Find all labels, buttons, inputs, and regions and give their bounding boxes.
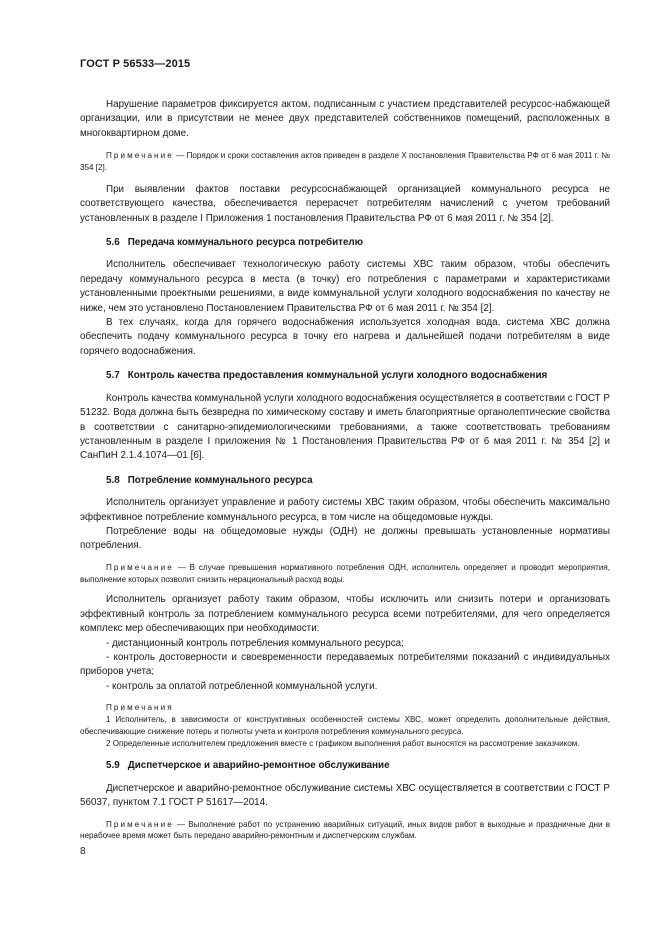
list-item: - контроль достоверности и своевременности передаваемых потребителями показаний с индивидуальных приборов учета;	[80, 651, 610, 678]
section-number: 5.6	[106, 237, 120, 249]
paragraph: Исполнитель организует управление и работу системы ХВС таким образом, чтобы обеспечить максимально эффективное потребление коммунального ресурса, в том числе на общедомовые нужды.	[80, 497, 610, 523]
section-number: 5.8	[106, 474, 120, 486]
section-title: Потребление коммунального ресурса	[127, 474, 313, 486]
notes-heading	[80, 702, 610, 714]
paragraph: Диспетчерское и аварийно-ремонтное обслуживание системы ХВС осуществляется в соответствии с ГОСТ Р 56037, пунктом 7.1 ГОСТ Р 51617—2014.	[80, 782, 610, 809]
document-body	[80, 98, 610, 842]
paragraph: При выявлении фактов поставки ресурсоснабжающей организацией коммунального ресурса не соответствующего качества, обеспечивается перерасчет потребителям начислений с учетом требований установленных в разделе I Приложения 1 постановления Правительства РФ от 6 мая 2011 г. № 354 [2].	[80, 183, 610, 224]
note-label: Примечание	[106, 151, 174, 161]
section-title: Диспетчерское и аварийно-ремонтное обслуживание	[127, 760, 390, 772]
note-label: Примечания	[106, 703, 174, 713]
note-label: Примечание	[106, 819, 174, 829]
note-text: — Выполнение работ по устранению аварийных ситуаций, иных видов работ в выходные и праздничные дни в нерабочее время может быть передано аварийно-ремонтным и диспетчерским службам.	[80, 819, 610, 841]
paragraph: Потребление воды на общедомовые нужды (ОДН) не должны превышать установленные нормативы потребления.	[80, 525, 610, 552]
note	[80, 150, 610, 174]
section-heading	[80, 369, 610, 383]
list-item: - контроль за оплатой потребленной коммунальной услуги.	[106, 680, 378, 692]
paragraph: Контроль качества коммунальной услуги холодного водоснабжения осуществляется в соответствии с ГОСТ Р 51232. Вода должна быть безвредна по химическому составу и иметь благоприятные органолептические свойства в соответствии с санитарно-эпидемиологическими требованиями, а также соответствовать требованиям установленным в разделе I приложения № 1 Постановления Правительства РФ от 6 мая 2011 г. № 354 [2] и СанПиН 2.1.4.1074—01 [6].	[80, 392, 610, 462]
document-header: ГОСТ Р 56533—2015	[80, 58, 191, 70]
note-item: 2 Определенные исполнителем предложения вместе с графиком выполнения работ выносятся на рассмотрение заказчиком.	[106, 738, 580, 748]
paragraph: Исполнитель организует работу таким образом, чтобы исключить или снизить потери и организовать эффективный контроль за потреблением коммунального ресурса всеми потребителями, для чего определяется комплекс мер обеспечивающих при необходимости:	[80, 594, 610, 635]
note-text: — В случае превышения нормативного потребления ОДН, исполнитель определяет и проводит мероприятия, выполнение которых позволит снизить нерациональный расход воды.	[80, 562, 610, 584]
paragraph: Нарушение параметров фиксируется актом, подписанным с участием представителей ресурсос-набжающей организации, или в присутствии не менее двух представителей собственников помещений, расположенных в многоквартирном доме.	[80, 99, 610, 139]
section-title: Контроль качества предоставления коммунальной услуги холодного водоснабжения	[127, 370, 548, 382]
note	[80, 819, 610, 843]
paragraph: В тех случаях, когда для горячего водоснабжения используется холодная вода, система ХВС должна обеспечить подачу коммунального ресурса в точку его нагрева и дальнейшей подачи потребителям в виде горячего водоснабжения.	[80, 317, 610, 357]
note-item: 1 Исполнитель, в зависимости от конструктивных особенностей системы ХВС, может определить дополнительные действия, обеспечивающие снижение потерь и полноты учета и контроля потребления коммунального ресурса.	[80, 714, 610, 736]
note	[80, 562, 610, 586]
section-heading	[80, 236, 610, 250]
page-number: 8	[80, 846, 86, 857]
section-heading	[80, 474, 610, 488]
note-label: Примечание	[106, 562, 174, 572]
paragraph: Исполнитель обеспечивает технологическую работу системы ХВС таким образом, чтобы обеспечить передачу коммунального ресурса в места (в точку) его потребления с параметрами и характеристиками установленными проектными решениями, в виде коммунальной услуги холодного водоснабжения по качеству не ниже, чем это установлено Постановлением Правительства РФ от 6 мая 2011 г. № 354 [2].	[80, 259, 610, 314]
section-number: 5.9	[106, 760, 120, 772]
section-number: 5.7	[106, 370, 120, 382]
note-text: — Порядок и сроки составления актов приведен в разделе X постановления Правительства РФ от 6 мая 2011 г. № 354 [2].	[80, 151, 610, 173]
section-heading	[80, 759, 610, 773]
list-item: - дистанционный контроль потребления коммунального ресурса;	[106, 637, 404, 649]
section-title: Передача коммунального ресурса потребителю	[127, 237, 364, 249]
